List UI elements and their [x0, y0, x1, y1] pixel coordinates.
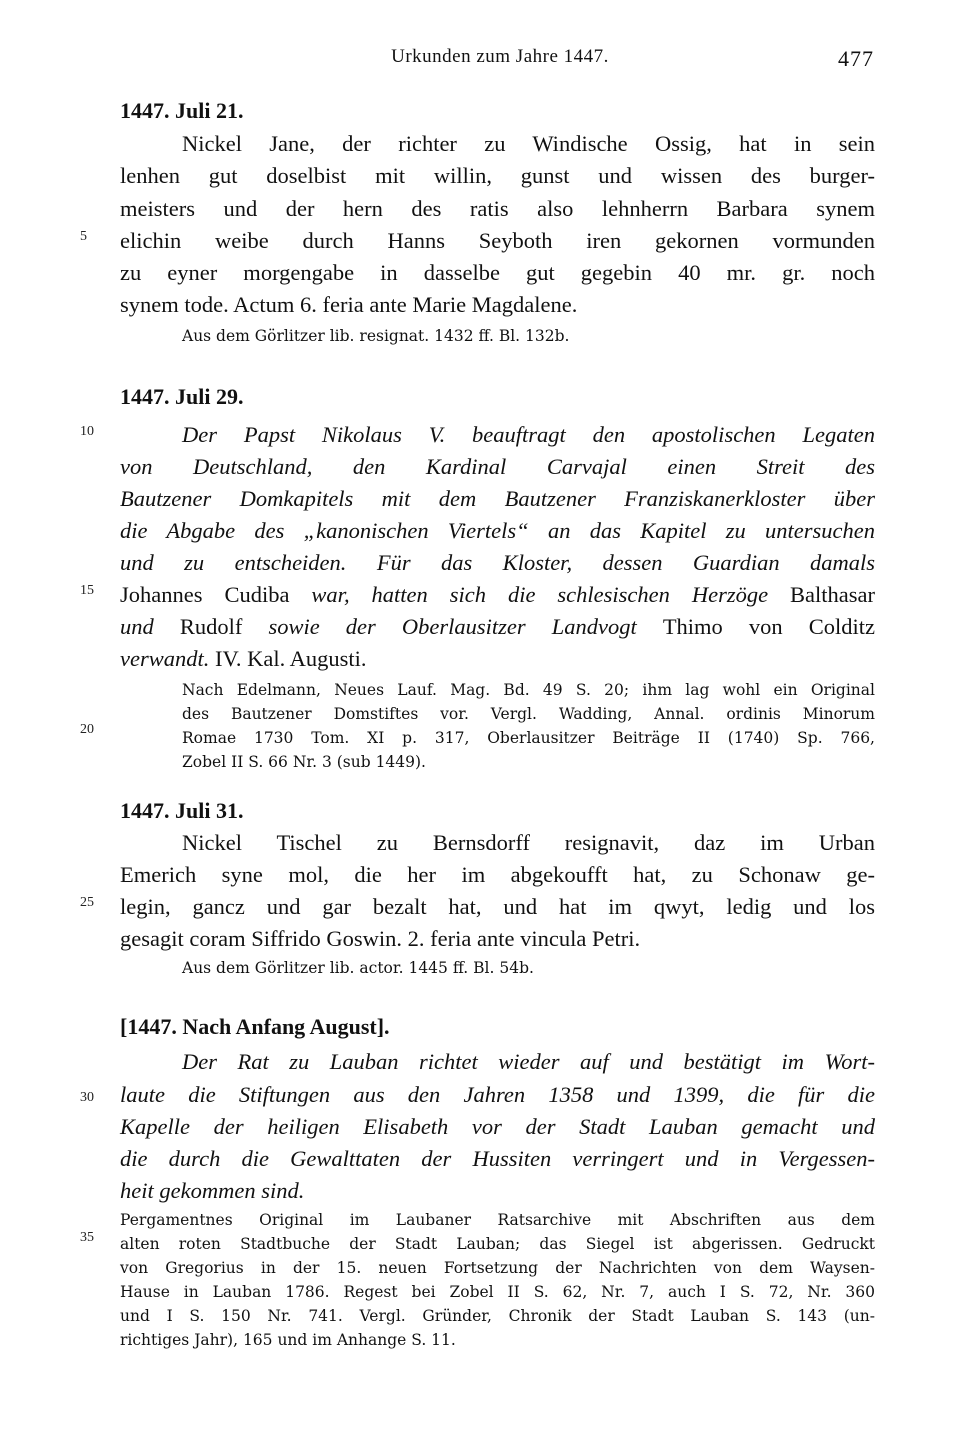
text-line: legin, gancz und gar bezalt hat, und hat im qwyt, ledig und los — [120, 894, 875, 919]
source-note: von Gregorius in der 15. neuen Fortsetzung der Nachrichten von dem Waysen- — [120, 1259, 875, 1277]
line-number: 25 — [80, 895, 94, 910]
page-number: 477 — [838, 46, 874, 71]
source-note: Aus dem Görlitzer lib. resignat. 1432 ff. Bl. 132b. — [182, 327, 570, 345]
source-note: Romae 1730 Tom. XI p. 317, Oberlausitzer Beiträge II (1740) Sp. 766, — [182, 729, 875, 747]
source-note: und I S. 150 Nr. 741. Vergl. Gründer, Chronik der Stadt Lauban S. 143 (un- — [120, 1307, 875, 1325]
running-header — [120, 46, 880, 78]
line-number: 15 — [80, 583, 94, 598]
line-number: 35 — [80, 1230, 94, 1245]
text-line: Nickel Jane, der richter zu Windische Ossig, hat in sein — [182, 131, 875, 156]
text-line: von Deutschland, den Kardinal Carvajal einen Streit des — [120, 454, 875, 479]
running-title: Urkunden zum Jahre 1447. — [391, 46, 609, 67]
source-note: Nach Edelmann, Neues Lauf. Mag. Bd. 49 S. 20; ihm lag wohl ein Original — [182, 681, 875, 699]
text-line: die Abgabe des „kanonischen Viertels“ an das Kapitel zu untersuchen — [120, 518, 875, 543]
source-note: alten roten Stadtbuche der Stadt Lauban; das Siegel ist abgerissen. Gedruckt — [120, 1235, 875, 1253]
entry-date: 1447. Juli 21. — [120, 98, 244, 123]
source-note: Hause in Lauban 1786. Regest bei Zobel II S. 62, Nr. 7, auch I S. 72, Nr. 360 — [120, 1283, 875, 1301]
text-segment-roman: Rudolf — [179, 614, 269, 639]
text-segment-italic: sowie der Oberlausitzer Landvogt — [268, 614, 663, 639]
text-segment-italic: war, hatten sich die schlesischen Herzöge — [311, 582, 791, 607]
text-line: Der Rat zu Lauban richtet wieder auf und bestätigt im Wort- — [182, 1049, 875, 1074]
text-segment-roman: Balthasar — [790, 582, 875, 607]
text-segment-italic: verwandt. — [120, 646, 215, 671]
text-line: lenhen gut doselbist mit willin, gunst und wissen des burger- — [120, 163, 875, 188]
text-segment-italic: und — [120, 614, 180, 639]
text-line: gesagit coram Siffrido Goswin. 2. feria ante vincula Petri. — [120, 926, 641, 951]
source-note: Pergamentnes Original im Laubaner Ratsarchive mit Abschriften aus dem — [120, 1211, 875, 1229]
text-line: Emerich syne mol, die her im abgekoufft hat, zu Schonaw ge- — [120, 862, 875, 887]
text-line-mixed — [120, 579, 875, 611]
text-line: Der Papst Nikolaus V. beauftragt den apostolischen Legaten — [182, 422, 875, 447]
entry-date: [1447. Nach Anfang August]. — [120, 1014, 390, 1039]
text-line: Kapelle der heiligen Elisabeth vor der Stadt Lauban gemacht und — [120, 1114, 875, 1139]
text-line: und zu entscheiden. Für das Kloster, dessen Guardian damals — [120, 550, 875, 575]
line-number: 30 — [80, 1090, 94, 1105]
source-note: des Bautzener Domstiftes vor. Vergl. Wadding, Annal. ordinis Minorum — [182, 705, 875, 723]
text-line: heit gekommen sind. — [120, 1178, 305, 1203]
text-segment-roman: Johannes Cudiba — [120, 582, 312, 607]
text-line: meisters und der hern des ratis also lehnherrn Barbara synem — [120, 196, 875, 221]
source-note: Zobel II S. 66 Nr. 3 (sub 1449). — [182, 753, 426, 771]
text-line: Nickel Tischel zu Bernsdorff resignavit, daz im Urban — [182, 830, 875, 855]
source-note: Aus dem Görlitzer lib. actor. 1445 ff. Bl. 54b. — [182, 959, 534, 977]
text-line-mixed — [120, 611, 875, 643]
text-line: zu eyner morgengabe in dasselbe gut gegebin 40 mr. gr. noch — [120, 260, 875, 285]
line-number: 10 — [80, 424, 94, 439]
source-note: richtiges Jahr), 165 und im Anhange S. 11. — [120, 1331, 456, 1349]
entry-date: 1447. Juli 29. — [120, 384, 244, 409]
text-line: Bautzener Domkapitels mit dem Bautzener Franziskanerkloster über — [120, 486, 875, 511]
text-line-mixed — [120, 643, 875, 675]
text-line: die durch die Gewalttaten der Hussiten verringert und in Vergessen- — [120, 1146, 875, 1171]
text-line: elichin weibe durch Hanns Seyboth iren gekornen vormunden — [120, 228, 875, 253]
line-number: 5 — [80, 229, 87, 244]
text-segment-roman: IV. Kal. Augusti. — [215, 646, 367, 671]
text-line: laute die Stiftungen aus den Jahren 1358 und 1399, die für die — [120, 1082, 875, 1107]
line-number: 20 — [80, 722, 94, 737]
entry-date: 1447. Juli 31. — [120, 798, 244, 823]
text-segment-roman: Thimo von Colditz — [662, 614, 875, 639]
text-line: synem tode. Actum 6. feria ante Marie Magdalene. — [120, 292, 578, 317]
